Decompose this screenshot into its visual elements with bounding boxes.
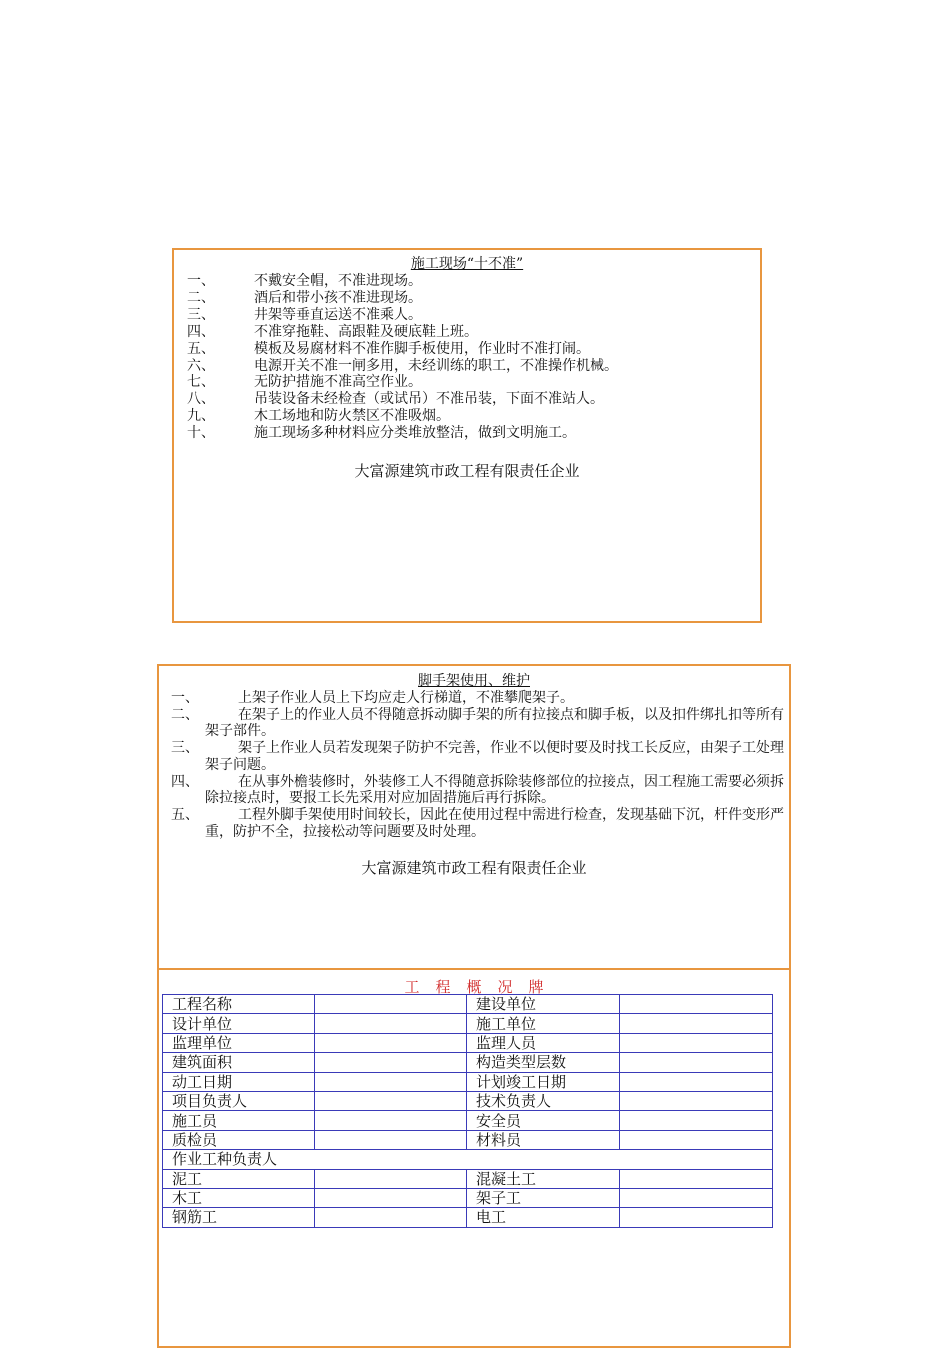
- rule-item: [174, 408, 760, 425]
- field-label: 建设单位: [467, 995, 620, 1014]
- rule-item: [174, 307, 760, 324]
- rule-text: 上架子作业人员上下均应走人行梯道，不准攀爬架子。: [238, 690, 574, 706]
- field-label: 构造类型层数: [467, 1053, 620, 1072]
- field-value: [620, 1208, 773, 1227]
- rule-text: 酒后和带小孩不准进现场。: [254, 289, 422, 306]
- rule-number: 四、: [187, 323, 215, 340]
- field-label: 项目负责人: [163, 1091, 315, 1110]
- field-label: 电工: [467, 1208, 620, 1227]
- table-row: [163, 1169, 773, 1188]
- field-label: 设计单位: [163, 1014, 315, 1033]
- field-value: [315, 1033, 467, 1052]
- company-name: 大富源建筑市政工程有限责任企业: [354, 462, 580, 481]
- field-label: 木工: [163, 1188, 315, 1207]
- table-row: [163, 1111, 773, 1130]
- field-value: [620, 1111, 773, 1130]
- rule-number: 九、: [187, 408, 215, 425]
- field-label: 泥工: [163, 1169, 315, 1188]
- rule-item: [159, 807, 787, 840]
- table-row: [163, 995, 773, 1014]
- rule-number: 一、: [171, 690, 199, 706]
- rule-number: 六、: [187, 357, 215, 374]
- table-row: [163, 1150, 773, 1169]
- table-row: [163, 1188, 773, 1207]
- field-value: [620, 1014, 773, 1033]
- rule-number: 五、: [171, 806, 199, 823]
- notice-title: 脚手架使用、维护: [418, 673, 530, 689]
- table-row: [163, 1208, 773, 1227]
- field-label: 建筑面积: [163, 1053, 315, 1072]
- field-label: 动工日期: [163, 1072, 315, 1091]
- rule-text: 无防护措施不准高空作业。: [254, 374, 422, 391]
- field-value: [620, 1130, 773, 1149]
- rule-number: 五、: [187, 340, 215, 357]
- field-value: [620, 1033, 773, 1052]
- rule-number: 七、: [187, 374, 215, 391]
- field-label: 架子工: [467, 1188, 620, 1207]
- rule-text: 木工场地和防火禁区不准吸烟。: [254, 408, 450, 425]
- rule-number: 二、: [187, 289, 215, 306]
- rule-item: [174, 425, 760, 442]
- rule-text: 不准穿拖鞋、高跟鞋及硬底鞋上班。: [254, 323, 478, 340]
- field-label: 混凝土工: [467, 1169, 620, 1188]
- table-row: [163, 1130, 773, 1149]
- rule-item: [159, 774, 787, 807]
- rule-text: 不戴安全帽，不准进现场。: [254, 273, 422, 289]
- field-label: 施工单位: [467, 1014, 620, 1033]
- rule-text: 电源开关不准一闸多用，未经训练的职工，不准操作机械。: [254, 357, 618, 374]
- rule-item: [174, 273, 760, 290]
- rule-text: 吊装设备未经检查（或试吊）不准吊装，下面不准站人。: [254, 391, 604, 408]
- field-value: [315, 1188, 467, 1207]
- field-value: [315, 1091, 467, 1110]
- field-label: 工程名称: [163, 995, 315, 1014]
- table-row: [163, 1091, 773, 1110]
- field-label: 监理单位: [163, 1033, 315, 1052]
- project-info-table: [162, 994, 773, 1228]
- field-label: 钢筋工: [163, 1208, 315, 1227]
- rule-number: 八、: [187, 391, 215, 408]
- rule-item: [174, 290, 760, 307]
- field-label: 施工员: [163, 1111, 315, 1130]
- field-value: [315, 1053, 467, 1072]
- rule-item: [174, 341, 760, 358]
- rule-number: 一、: [187, 273, 215, 289]
- rule-item: [174, 358, 760, 375]
- field-value: [315, 1111, 467, 1130]
- field-value: [620, 1091, 773, 1110]
- rule-number: 十、: [187, 425, 215, 442]
- rule-number: 四、: [171, 773, 199, 790]
- rule-text: 施工现场多种材料应分类堆放整洁，做到文明施工。: [254, 425, 576, 442]
- rule-text: 架子上作业人员若发现架子防护不完善，作业不以便时要及时找工长反应，由架子工处理架子问题。: [205, 740, 784, 773]
- company-name: 大富源建筑市政工程有限责任企业: [361, 859, 587, 878]
- field-value: [315, 1169, 467, 1188]
- table-row: [163, 1072, 773, 1091]
- rule-text: 工程外脚手架使用时间较长，因此在使用过程中需进行检查，发现基础下沉，杆件变形严重，防护不全，拉接松动等问题要及时处理。: [205, 806, 784, 840]
- rule-number: 二、: [171, 706, 199, 723]
- field-value: [315, 995, 467, 1014]
- field-value: [315, 1130, 467, 1149]
- field-label: 材料员: [467, 1130, 620, 1149]
- rule-text: 在架子上的作业人员不得随意拆动脚手架的所有拉接点和脚手板，以及扣件绑扎扣等所有架子部件。: [205, 706, 784, 740]
- field-value: [620, 1053, 773, 1072]
- field-value: [620, 1188, 773, 1207]
- rule-item: [159, 690, 787, 707]
- notice-title: 施工现场“十不准”: [410, 256, 524, 272]
- safety-rules-notice: [172, 248, 762, 623]
- rule-item: [174, 391, 760, 408]
- field-value: [620, 1072, 773, 1091]
- project-overview-card: [157, 968, 791, 1348]
- rule-number: 三、: [187, 306, 215, 323]
- field-value: [315, 1208, 467, 1227]
- field-label: 监理人员: [467, 1033, 620, 1052]
- rule-item: [159, 740, 787, 773]
- rule-text: 井架等垂直运送不准乘人。: [254, 306, 422, 323]
- scaffold-rules-notice: [157, 664, 791, 970]
- rule-item: [159, 707, 787, 740]
- rule-text: 在从事外檐装修时，外装修工人不得随意拆除装修部位的拉接点，因工程施工需要必须拆除拉接点时，要报工长先采用对应加固措施后再行拆除。: [205, 773, 784, 807]
- rule-text: 模板及易腐材料不准作脚手板使用，作业时不准打闹。: [254, 340, 590, 357]
- field-label: 计划竣工日期: [467, 1072, 620, 1091]
- field-label: 安全员: [467, 1111, 620, 1130]
- table-row: [163, 1053, 773, 1072]
- field-value: [315, 1014, 467, 1033]
- rules-list: [174, 273, 760, 442]
- section-label: 作业工种负责人: [163, 1150, 773, 1169]
- rule-item: [174, 324, 760, 341]
- rule-item: [174, 374, 760, 391]
- table-row: [163, 1033, 773, 1052]
- field-value: [620, 1169, 773, 1188]
- card-title: 工程概况牌: [404, 978, 560, 996]
- rules-list: [159, 690, 789, 840]
- field-label: 技术负责人: [467, 1091, 620, 1110]
- rule-number: 三、: [171, 740, 199, 757]
- field-label: 质检员: [163, 1130, 315, 1149]
- table-row: [163, 1014, 773, 1033]
- field-value: [620, 995, 773, 1014]
- field-value: [315, 1072, 467, 1091]
